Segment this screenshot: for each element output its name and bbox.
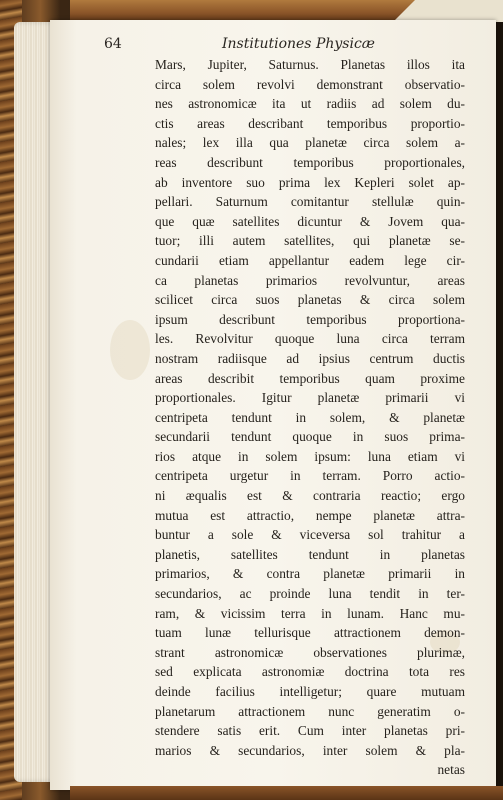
text-line: planetarum attractionem nunc generatim o- bbox=[155, 703, 465, 719]
text-line: sed explicata astronomiæ doctrina tota res bbox=[155, 664, 465, 680]
catchword: netas bbox=[437, 762, 465, 778]
text-line: tuor; illi autem satellites, qui planetæ se- bbox=[155, 233, 465, 249]
text-line: ca planetas primarios revolvuntur, areas bbox=[155, 272, 465, 288]
text-line: reas describunt temporibus proportionales, bbox=[155, 154, 465, 170]
text-line: planetis, satellites tendunt in planetas bbox=[155, 546, 465, 562]
adjacent-page-corner bbox=[393, 0, 503, 22]
bottom-cover-edge bbox=[70, 786, 503, 800]
text-line: que quæ satellites dicuntur & Jovem qua- bbox=[155, 213, 465, 229]
text-line: Mars, Jupiter, Saturnus. Planetas illos ita bbox=[155, 57, 465, 72]
text-line: nostram radiisque ad ipsius centrum ductis bbox=[155, 350, 465, 366]
page-number: 64 bbox=[104, 36, 122, 52]
text-line: pellari. Saturnum comitantur stellulæ quin- bbox=[155, 194, 465, 210]
text-line: centripeta urgetur in terram. Porro actio- bbox=[155, 468, 465, 484]
text-line: secundarii tendunt quoque in suos prima- bbox=[155, 429, 465, 445]
text-line: areas describit temporibus quam proxime bbox=[155, 370, 465, 386]
text-line: scilicet circa suos planetas & circa solem bbox=[155, 292, 465, 308]
text-line: secundarios, ac proinde luna tendit in ter- bbox=[155, 586, 465, 602]
text-line: nes astronomicæ ita ut radiis ad solem du- bbox=[155, 96, 465, 112]
text-line: strant astronomicæ observationes plurimæ, bbox=[155, 644, 465, 660]
text-line: primarios, & contra planetæ primarii in bbox=[155, 566, 465, 582]
text-line: ram, & vicissim terra in lunam. Hanc mu- bbox=[155, 605, 465, 621]
text-line: les. Revolvitur quoque luna circa terram bbox=[155, 331, 465, 347]
running-title: Institutiones Physicæ bbox=[222, 36, 375, 52]
text-line: deinde facilius intelligetur; quare mutuam bbox=[155, 684, 465, 699]
text-line: proportionales. Igitur planetæ primarii vi bbox=[155, 390, 465, 406]
text-line: marios & secundarios, inter solem & pla- bbox=[155, 742, 465, 758]
running-head bbox=[104, 36, 384, 52]
text-line: ni æqualis est & contraria reactio; ergo bbox=[155, 488, 465, 504]
text-line: centripeta tendunt in solem, & planetæ bbox=[155, 409, 465, 425]
text-line: cundarii etiam appellantur eadem lege cir- bbox=[155, 252, 465, 268]
text-line: ctis areas describant temporibus proportio- bbox=[155, 115, 465, 131]
text-line: buntur a sole & viceversa sol trahitur a bbox=[155, 527, 465, 543]
text-line: rios atque in solem ipsum: luna etiam vi bbox=[155, 448, 465, 464]
text-line: mutua est attractio, nempe planetæ attra- bbox=[155, 507, 465, 523]
top-cover-edge bbox=[70, 0, 503, 22]
text-line: tuam lunæ tellurisque attractionem demon- bbox=[155, 625, 465, 641]
text-line: ipsum describunt temporibus proportiona- bbox=[155, 311, 465, 327]
body-text bbox=[155, 55, 465, 780]
text-line: ab inventore suo prima lex Kepleri solet ap- bbox=[155, 174, 465, 190]
text-line: stendere satis erit. Cum inter planetas pri- bbox=[155, 723, 465, 739]
text-line: nales; lex illa qua planetæ circa solem a- bbox=[155, 135, 465, 151]
text-line: circa solem revolvi demonstrant observatio- bbox=[155, 76, 465, 92]
paper-stain bbox=[110, 320, 150, 380]
